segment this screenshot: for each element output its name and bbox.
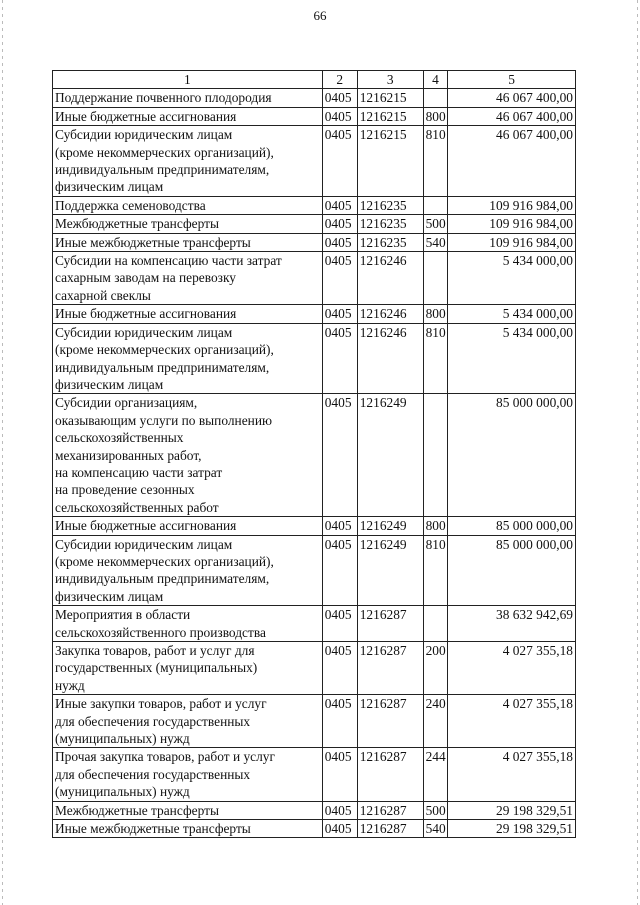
table-row	[53, 323, 576, 394]
table-row	[53, 517, 576, 535]
row-name-cell: Иные бюджетные ассигнования	[53, 107, 323, 125]
table-row	[53, 695, 576, 748]
budget-table	[52, 70, 576, 838]
row-section-cell: 0405	[322, 748, 357, 801]
row-code-cell: 1216215	[357, 126, 423, 197]
row-section-cell: 0405	[322, 215, 357, 233]
row-code-cell: 1216287	[357, 695, 423, 748]
row-code-cell: 1216235	[357, 233, 423, 251]
row-sum-cell: 29 198 329,51	[448, 801, 576, 819]
row-section-cell: 0405	[322, 252, 357, 305]
table-row	[53, 305, 576, 323]
row-type-cell: 800	[423, 517, 448, 535]
scan-edge-left	[2, 0, 3, 905]
row-name-cell: Мероприятия в области сельскохозяйственного производства	[53, 606, 323, 642]
row-sum-cell: 4 027 355,18	[448, 748, 576, 801]
row-sum-cell: 5 434 000,00	[448, 252, 576, 305]
table-row	[53, 89, 576, 107]
row-sum-cell: 46 067 400,00	[448, 89, 576, 107]
row-code-cell: 1216287	[357, 748, 423, 801]
row-type-cell	[423, 252, 448, 305]
row-name-cell: Субсидии юридическим лицам (кроме некоммерческих организаций), индивидуальным предпринимателям, физическим лицам	[53, 126, 323, 197]
row-section-cell: 0405	[322, 535, 357, 606]
row-name-cell: Закупка товаров, работ и услуг для государственных (муниципальных) нужд	[53, 642, 323, 695]
row-name-cell: Межбюджетные трансферты	[53, 215, 323, 233]
row-section-cell: 0405	[322, 305, 357, 323]
row-section-cell: 0405	[322, 801, 357, 819]
row-type-cell: 810	[423, 535, 448, 606]
row-type-cell: 800	[423, 107, 448, 125]
row-section-cell: 0405	[322, 126, 357, 197]
row-sum-cell: 109 916 984,00	[448, 233, 576, 251]
row-sum-cell: 4 027 355,18	[448, 695, 576, 748]
row-name-cell: Иные межбюджетные трансферты	[53, 233, 323, 251]
row-sum-cell: 46 067 400,00	[448, 107, 576, 125]
row-sum-cell: 85 000 000,00	[448, 535, 576, 606]
row-name-cell: Субсидии юридическим лицам (кроме некоммерческих организаций), индивидуальным предпринимателям, физическим лицам	[53, 323, 323, 394]
row-section-cell: 0405	[322, 606, 357, 642]
row-code-cell: 1216235	[357, 215, 423, 233]
row-code-cell: 1216287	[357, 801, 423, 819]
header-col-5: 5	[448, 71, 576, 89]
row-section-cell: 0405	[322, 642, 357, 695]
row-code-cell: 1216287	[357, 606, 423, 642]
row-type-cell	[423, 394, 448, 517]
header-col-1: 1	[53, 71, 323, 89]
table-row	[53, 107, 576, 125]
row-sum-cell: 109 916 984,00	[448, 215, 576, 233]
row-section-cell: 0405	[322, 107, 357, 125]
row-name-cell: Межбюджетные трансферты	[53, 801, 323, 819]
row-sum-cell: 29 198 329,51	[448, 820, 576, 838]
row-type-cell: 540	[423, 233, 448, 251]
row-code-cell: 1216246	[357, 252, 423, 305]
row-sum-cell: 4 027 355,18	[448, 642, 576, 695]
row-type-cell: 810	[423, 126, 448, 197]
table-header-row	[53, 71, 576, 89]
row-name-cell: Иные межбюджетные трансферты	[53, 820, 323, 838]
table-row	[53, 535, 576, 606]
header-col-3: 3	[357, 71, 423, 89]
row-sum-cell: 5 434 000,00	[448, 305, 576, 323]
row-type-cell: 800	[423, 305, 448, 323]
header-col-2: 2	[322, 71, 357, 89]
row-name-cell: Прочая закупка товаров, работ и услуг для обеспечения государственных (муниципальных) нужд	[53, 748, 323, 801]
row-code-cell: 1216287	[357, 820, 423, 838]
row-name-cell: Субсидии на компенсацию части затрат сахарным заводам на перевозку сахарной свеклы	[53, 252, 323, 305]
row-sum-cell: 85 000 000,00	[448, 394, 576, 517]
row-sum-cell: 5 434 000,00	[448, 323, 576, 394]
row-type-cell	[423, 196, 448, 214]
row-type-cell: 240	[423, 695, 448, 748]
row-name-cell: Субсидии организациям, оказывающим услуги по выполнению сельскохозяйственных механизированных работ, на компенсацию части затрат на проведение сезонных сельскохозяйственных работ	[53, 394, 323, 517]
table-row	[53, 820, 576, 838]
row-section-cell: 0405	[322, 233, 357, 251]
row-code-cell: 1216249	[357, 517, 423, 535]
row-code-cell: 1216215	[357, 89, 423, 107]
table-row	[53, 606, 576, 642]
table-row	[53, 252, 576, 305]
row-code-cell: 1216246	[357, 305, 423, 323]
row-section-cell: 0405	[322, 517, 357, 535]
table-row	[53, 748, 576, 801]
row-name-cell: Поддержание почвенного плодородия	[53, 89, 323, 107]
row-sum-cell: 85 000 000,00	[448, 517, 576, 535]
row-sum-cell: 109 916 984,00	[448, 196, 576, 214]
table-row	[53, 215, 576, 233]
row-code-cell: 1216249	[357, 394, 423, 517]
table-row	[53, 642, 576, 695]
header-col-4: 4	[423, 71, 448, 89]
row-section-cell: 0405	[322, 196, 357, 214]
row-code-cell: 1216246	[357, 323, 423, 394]
row-section-cell: 0405	[322, 394, 357, 517]
row-type-cell	[423, 89, 448, 107]
row-code-cell: 1216215	[357, 107, 423, 125]
row-type-cell: 500	[423, 215, 448, 233]
row-type-cell: 200	[423, 642, 448, 695]
table-body	[53, 89, 576, 838]
row-name-cell: Субсидии юридическим лицам (кроме некоммерческих организаций), индивидуальным предпринимателям, физическим лицам	[53, 535, 323, 606]
table-row	[53, 126, 576, 197]
row-type-cell: 244	[423, 748, 448, 801]
row-type-cell: 540	[423, 820, 448, 838]
row-type-cell	[423, 606, 448, 642]
row-code-cell: 1216287	[357, 642, 423, 695]
row-name-cell: Иные закупки товаров, работ и услуг для обеспечения государственных (муниципальных) нужд	[53, 695, 323, 748]
row-section-cell: 0405	[322, 820, 357, 838]
scan-edge-right	[637, 0, 638, 905]
row-section-cell: 0405	[322, 89, 357, 107]
row-sum-cell: 46 067 400,00	[448, 126, 576, 197]
table-row	[53, 801, 576, 819]
row-name-cell: Иные бюджетные ассигнования	[53, 305, 323, 323]
row-sum-cell: 38 632 942,69	[448, 606, 576, 642]
row-code-cell: 1216249	[357, 535, 423, 606]
row-section-cell: 0405	[322, 323, 357, 394]
page-number: 66	[313, 8, 327, 23]
row-type-cell: 810	[423, 323, 448, 394]
table-row	[53, 196, 576, 214]
row-type-cell: 500	[423, 801, 448, 819]
row-name-cell: Иные бюджетные ассигнования	[53, 517, 323, 535]
table-row	[53, 394, 576, 517]
row-code-cell: 1216235	[357, 196, 423, 214]
row-section-cell: 0405	[322, 695, 357, 748]
table-row	[53, 233, 576, 251]
row-name-cell: Поддержка семеноводства	[53, 196, 323, 214]
